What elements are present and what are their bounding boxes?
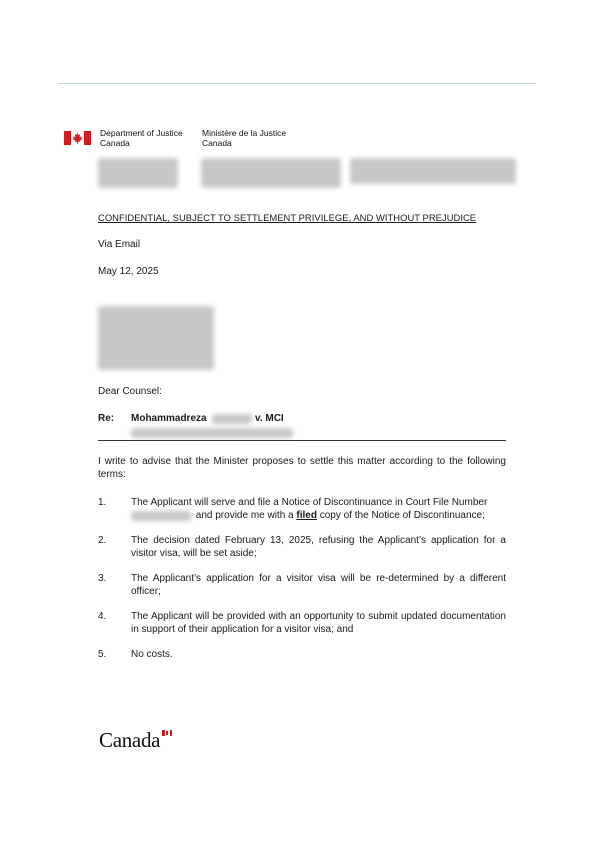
redacted-address-fr: [201, 158, 341, 188]
department-name-french: Ministère de la Justice Canada: [202, 128, 287, 148]
salutation: Dear Counsel:: [98, 386, 162, 397]
top-divider: [58, 83, 536, 84]
term-text: The Applicant will serve and file a Notice of Discontinuance in Court File Number and provide me with a filed copy of the Notice of Discontinuance;: [131, 497, 488, 521]
letter-date: May 12, 2025: [98, 266, 159, 277]
canada-flag-icon: [64, 131, 91, 145]
confidentiality-notice: CONFIDENTIAL, SUBJECT TO SETTLEMENT PRIVILEGE, AND WITHOUT PREJUDICE: [98, 212, 477, 223]
wordmark-flag-icon: [162, 730, 172, 736]
term-text: The decision dated February 13, 2025, refusing the Applicant’s application for a visitor visa, will be set aside;: [131, 535, 506, 559]
term-text: The Applicant will be provided with an opportunity to submit updated documentation in support of their application for a visitor visa; and: [131, 611, 506, 635]
intro-paragraph: I write to advise that the Minister proposes to settle this matter according to the following terms:: [98, 456, 506, 480]
redacted-court-file-number: [131, 428, 293, 438]
term-number: 5.: [98, 649, 107, 660]
canada-wordmark: Canada: [99, 728, 161, 752]
re-applicant-name: Mohammadreza: [131, 413, 207, 424]
redacted-recipient-address: [98, 306, 214, 370]
redacted-address-en: [98, 158, 178, 188]
re-divider: [98, 440, 506, 441]
term-text: No costs.: [131, 649, 173, 660]
term-number: 1.: [98, 497, 107, 508]
department-name-english: Department of Justice Canada: [100, 128, 183, 148]
term-text: The Applicant’s application for a visitor visa will be re-determined by a different officer;: [131, 573, 506, 597]
redacted-court-file-number-2: [131, 511, 191, 521]
delivery-method: Via Email: [98, 239, 141, 250]
redacted-surname: [212, 414, 252, 424]
re-label: Re:: [98, 413, 115, 424]
filed-emphasis: filed: [296, 509, 317, 521]
term-number: 4.: [98, 611, 107, 622]
term-number: 3.: [98, 573, 107, 584]
term-number: 2.: [98, 535, 107, 546]
re-respondent: v. MCI: [255, 413, 284, 424]
redacted-contact: [350, 158, 516, 184]
